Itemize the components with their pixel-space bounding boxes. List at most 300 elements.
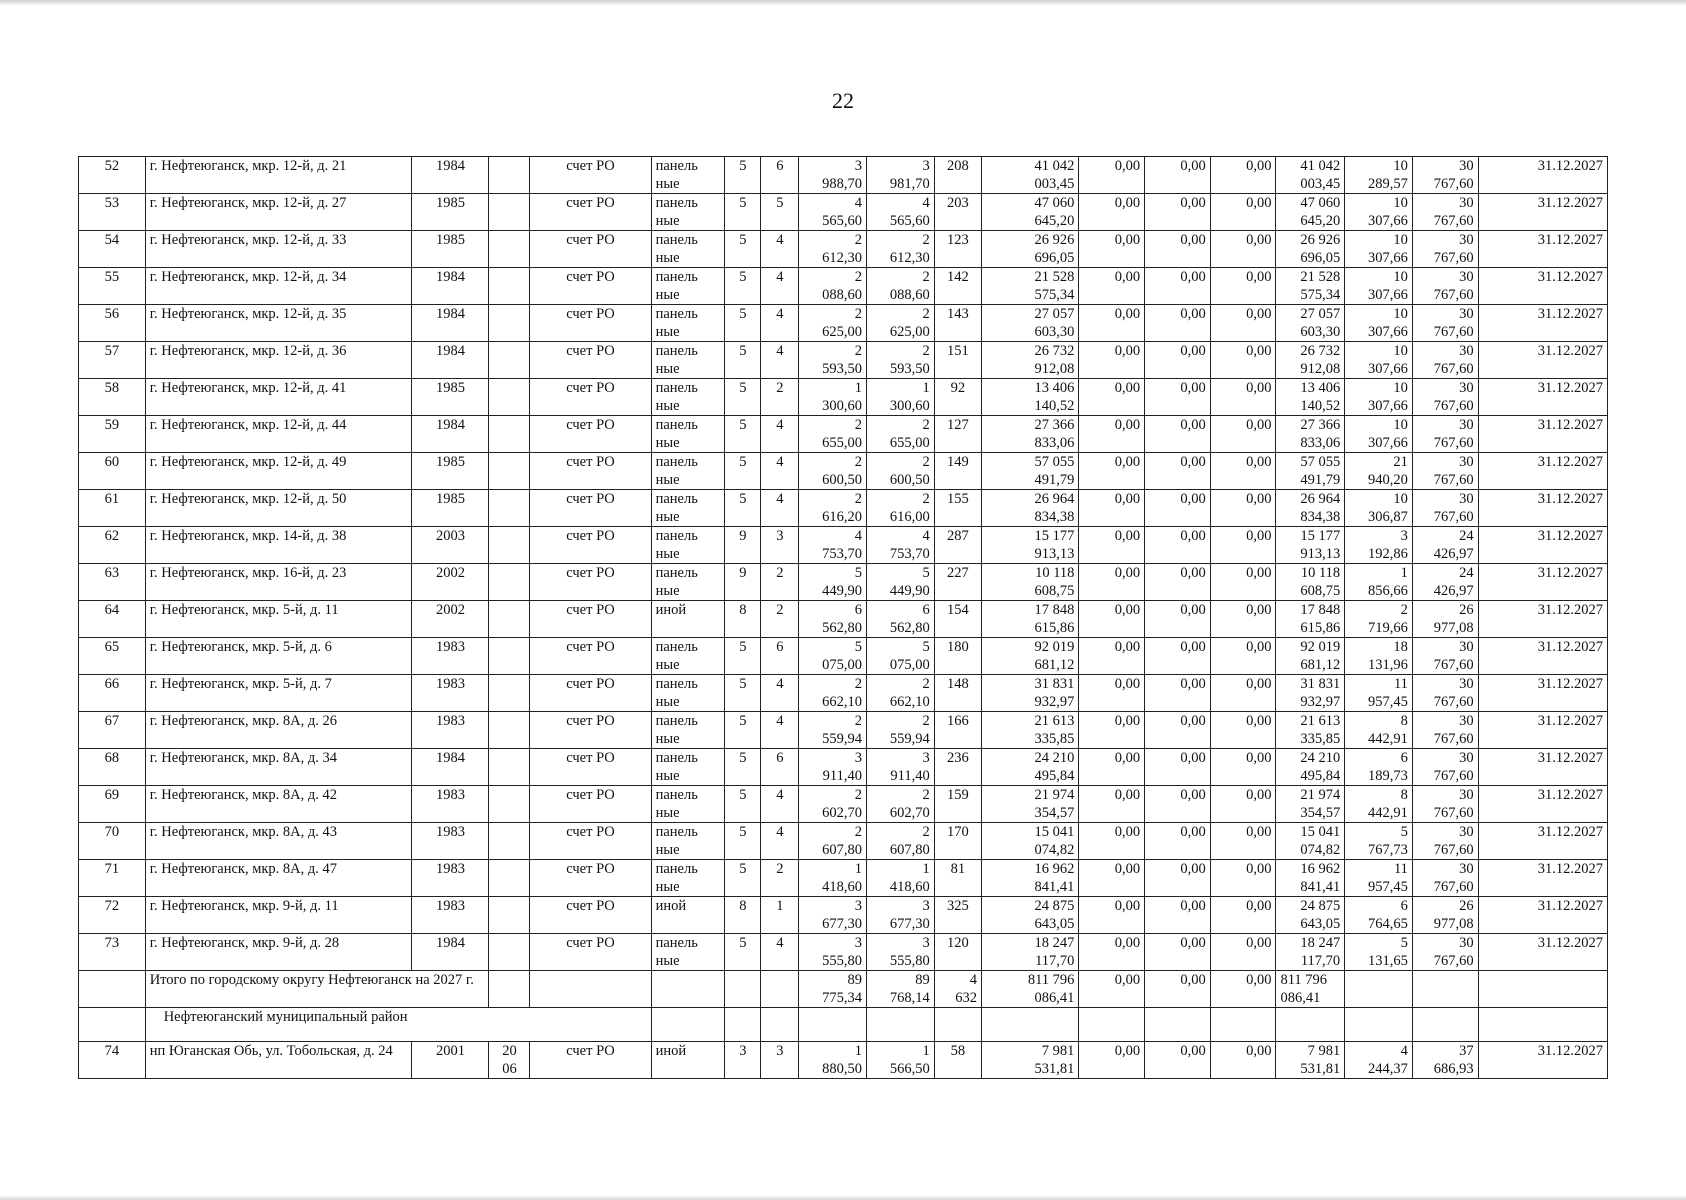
wall-material-cell <box>651 601 725 638</box>
cost-fund-a-cell: 0,00 <box>1079 823 1145 860</box>
cost-owners-cell-line-1: 24 875 <box>1300 898 1341 914</box>
unit-cost-cell-line-1: 4 <box>1400 1043 1408 1059</box>
cost-fund-a-cell: 0,00 <box>1079 379 1145 416</box>
cost-owners-cell-line-1: 10 118 <box>1300 565 1341 581</box>
area-living-cell <box>867 527 935 564</box>
cost-fund-c-cell: 0,00 <box>1210 194 1276 231</box>
wall-material-cell <box>651 379 725 416</box>
address-cell: г. Нефтеюганск, мкр. 12-й, д. 33 <box>145 231 412 268</box>
cost-owners-cell <box>1276 749 1345 786</box>
limit-cost-cell-line-1: 30 <box>1459 306 1474 322</box>
cost-fund-c-cell: 0,00 <box>1210 638 1276 675</box>
area-total-cell <box>799 527 867 564</box>
wall-material-line-1: панель <box>655 861 698 877</box>
year-renovation-cell <box>489 305 530 342</box>
section-empty-cell <box>1412 1008 1478 1042</box>
area-total-cell <box>799 897 867 934</box>
area-total-cell-line-2: 593,50 <box>822 361 863 377</box>
entrances-cell: 4 <box>761 934 799 971</box>
year-renovation-cell <box>489 231 530 268</box>
table-row <box>79 305 1608 342</box>
funding-method-cell: счет РО <box>530 194 651 231</box>
limit-cost-cell-line-2: 767,60 <box>1433 435 1474 451</box>
floors-cell: 5 <box>725 379 761 416</box>
unit-cost-cell <box>1345 379 1413 416</box>
area-living-cell-line-2: 625,00 <box>889 324 930 340</box>
wall-material-cell <box>651 897 725 934</box>
unit-cost-cell <box>1345 268 1413 305</box>
year-built-cell: 1985 <box>412 453 489 490</box>
area-total-cell <box>799 231 867 268</box>
cost-fund-b-cell: 0,00 <box>1145 860 1211 897</box>
cost-fund-a-cell: 0,00 <box>1079 786 1145 823</box>
cost-owners-cell-line-1: 15 177 <box>1300 528 1341 544</box>
wall-material-cell <box>651 416 725 453</box>
table-row <box>79 638 1608 675</box>
unit-cost-cell-line-2: 307,66 <box>1368 435 1408 451</box>
area-total-cell-line-1: 2 <box>854 454 863 470</box>
entrances-cell: 4 <box>761 712 799 749</box>
year-renovation-cell <box>489 194 530 231</box>
cost-fund-b-cell: 0,00 <box>1145 675 1211 712</box>
row-number-cell: 55 <box>79 268 146 305</box>
table-row <box>79 379 1608 416</box>
row-number-cell: 66 <box>79 675 146 712</box>
area-living-cell-line-1: 2 <box>922 787 930 803</box>
cost-total-cell-line-1: 26 926 <box>1034 232 1075 248</box>
year-built-cell: 1985 <box>412 490 489 527</box>
entrances-cell: 2 <box>761 564 799 601</box>
total-cost-total-cell <box>981 971 1078 1008</box>
area-living-cell-line-2: 566,50 <box>889 1061 930 1077</box>
section-empty-cell <box>1210 1008 1276 1042</box>
table-body <box>79 157 1608 1079</box>
unit-cost-cell <box>1345 934 1413 971</box>
cost-fund-b-cell: 0,00 <box>1145 453 1211 490</box>
wall-material-line-2: ные <box>655 842 680 858</box>
address-cell: г. Нефтеюганск, мкр. 12-й, д. 35 <box>145 305 412 342</box>
limit-cost-cell-line-1: 30 <box>1459 417 1474 433</box>
limit-cost-cell <box>1412 231 1478 268</box>
cost-owners-cell-line-2: 681,12 <box>1300 657 1341 673</box>
wall-material-line-1: панель <box>655 491 698 507</box>
total-cost-owners-cell-line-2: 086,41 <box>1280 990 1321 1006</box>
table-row <box>79 342 1608 379</box>
area-total-cell-line-2: 880,50 <box>822 1061 863 1077</box>
year-renovation-cell <box>489 712 530 749</box>
cost-total-cell-line-1: 26 732 <box>1034 343 1075 359</box>
limit-cost-cell <box>1412 786 1478 823</box>
cost-owners-cell-line-1: 7 981 <box>1307 1043 1341 1059</box>
year-renovation-cell <box>489 416 530 453</box>
year-renovation-cell <box>489 638 530 675</box>
area-total-cell-line-2: 662,10 <box>822 694 863 710</box>
year-built-cell: 1983 <box>412 823 489 860</box>
cost-total-cell-line-2: 932,97 <box>1034 694 1075 710</box>
cost-owners-cell-line-2: 912,08 <box>1300 361 1341 377</box>
cost-fund-a-cell: 0,00 <box>1079 490 1145 527</box>
limit-cost-cell <box>1412 157 1478 194</box>
floors-cell: 5 <box>725 194 761 231</box>
cost-total-cell <box>981 564 1078 601</box>
entrances-cell: 3 <box>761 1042 799 1079</box>
limit-cost-cell-line-2: 977,08 <box>1433 916 1474 932</box>
year-built-cell: 1985 <box>412 194 489 231</box>
cost-fund-a-cell: 0,00 <box>1079 342 1145 379</box>
deadline-cell: 31.12.2027 <box>1478 934 1607 971</box>
limit-cost-cell-line-2: 767,60 <box>1433 361 1474 377</box>
limit-cost-cell-line-2: 767,60 <box>1433 805 1474 821</box>
cost-fund-b-cell: 0,00 <box>1145 231 1211 268</box>
cost-fund-b-cell: 0,00 <box>1145 823 1211 860</box>
scan-edge-top <box>0 0 1686 6</box>
section-empty-cell <box>1478 1008 1607 1042</box>
unit-cost-cell-line-1: 5 <box>1400 824 1408 840</box>
address-cell: г. Нефтеюганск, мкр. 12-й, д. 21 <box>145 157 412 194</box>
floors-cell: 5 <box>725 675 761 712</box>
unit-cost-cell-line-2: 307,66 <box>1368 213 1408 229</box>
unit-cost-cell-line-2: 307,66 <box>1368 250 1408 266</box>
unit-cost-cell <box>1345 416 1413 453</box>
cost-owners-cell-line-1: 16 962 <box>1300 861 1341 877</box>
cost-total-cell-line-1: 27 057 <box>1034 306 1075 322</box>
cost-fund-b-cell: 0,00 <box>1145 897 1211 934</box>
area-total-cell <box>799 564 867 601</box>
unit-cost-cell <box>1345 342 1413 379</box>
unit-cost-cell-line-1: 10 <box>1393 232 1408 248</box>
area-living-cell <box>867 305 935 342</box>
area-living-cell <box>867 749 935 786</box>
area-living-cell <box>867 823 935 860</box>
area-total-cell-line-2: 600,50 <box>822 472 863 488</box>
year-renovation-cell <box>489 157 530 194</box>
limit-cost-cell <box>1412 268 1478 305</box>
row-number-cell: 54 <box>79 231 146 268</box>
cost-owners-cell-line-1: 26 926 <box>1300 232 1341 248</box>
cost-fund-a-cell: 0,00 <box>1079 601 1145 638</box>
area-total-cell-line-1: 2 <box>854 269 863 285</box>
row-number-cell: 71 <box>79 860 146 897</box>
cost-fund-a-cell: 0,00 <box>1079 453 1145 490</box>
unit-cost-cell-line-1: 6 <box>1400 750 1408 766</box>
row-number-cell: 64 <box>79 601 146 638</box>
limit-cost-cell-line-2: 767,60 <box>1433 657 1474 673</box>
cost-fund-a-cell: 0,00 <box>1079 416 1145 453</box>
area-total-cell-line-2: 911,40 <box>822 768 863 784</box>
area-total-cell-line-1: 2 <box>854 713 863 729</box>
cost-fund-c-cell: 0,00 <box>1210 712 1276 749</box>
wall-material-cell <box>651 231 725 268</box>
wall-material-line-2: ные <box>655 583 680 599</box>
table-row <box>79 194 1608 231</box>
wall-material-line-1: панель <box>655 417 698 433</box>
area-living-cell-line-1: 6 <box>922 602 930 618</box>
row-number-cell: 57 <box>79 342 146 379</box>
wall-material-line-1: панель <box>655 676 698 692</box>
unit-cost-cell <box>1345 490 1413 527</box>
limit-cost-cell-line-1: 30 <box>1459 195 1474 211</box>
cost-owners-cell <box>1276 527 1345 564</box>
unit-cost-cell <box>1345 601 1413 638</box>
section-empty-cell <box>1079 1008 1145 1042</box>
year-built-cell: 1983 <box>412 638 489 675</box>
cost-total-cell-line-2: 833,06 <box>1034 435 1075 451</box>
residents-cell: 227 <box>934 564 981 601</box>
year-built-cell: 1984 <box>412 416 489 453</box>
year-built-cell: 2002 <box>412 601 489 638</box>
section-empty-cell <box>1145 1008 1211 1042</box>
address-cell: г. Нефтеюганск, мкр. 9-й, д. 28 <box>145 934 412 971</box>
limit-cost-cell <box>1412 564 1478 601</box>
area-total-cell <box>799 712 867 749</box>
total-empty-cell <box>725 971 761 1008</box>
limit-cost-cell-line-1: 30 <box>1459 491 1474 507</box>
year-renovation-cell <box>489 897 530 934</box>
cost-owners-cell-line-2: 491,79 <box>1300 472 1341 488</box>
cost-owners-cell-line-2: 615,86 <box>1300 620 1341 636</box>
funding-method-cell: счет РО <box>530 601 651 638</box>
limit-cost-cell-line-1: 30 <box>1459 454 1474 470</box>
entrances-cell: 6 <box>761 157 799 194</box>
unit-cost-cell-line-1: 6 <box>1400 898 1408 914</box>
year-built-cell: 1985 <box>412 231 489 268</box>
limit-cost-cell <box>1412 934 1478 971</box>
unit-cost-cell-line-2: 131,65 <box>1368 953 1408 969</box>
limit-cost-cell-line-2: 767,60 <box>1433 842 1474 858</box>
deadline-cell: 31.12.2027 <box>1478 786 1607 823</box>
cost-total-cell-line-1: 26 964 <box>1034 491 1075 507</box>
unit-cost-cell <box>1345 453 1413 490</box>
wall-material-cell <box>651 157 725 194</box>
address-cell: г. Нефтеюганск, мкр. 12-й, д. 49 <box>145 453 412 490</box>
unit-cost-cell-line-2: 244,37 <box>1368 1061 1408 1077</box>
cost-total-cell-line-1: 15 177 <box>1034 528 1075 544</box>
residents-cell: 148 <box>934 675 981 712</box>
cost-owners-cell <box>1276 1042 1345 1079</box>
area-living-cell <box>867 860 935 897</box>
area-living-cell <box>867 268 935 305</box>
area-total-cell-line-2: 418,60 <box>822 879 863 895</box>
unit-cost-cell-line-2: 306,87 <box>1368 509 1408 525</box>
entrances-cell: 4 <box>761 675 799 712</box>
area-living-cell <box>867 379 935 416</box>
area-total-cell <box>799 305 867 342</box>
entrances-cell: 2 <box>761 379 799 416</box>
area-living-cell-line-2: 565,60 <box>889 213 930 229</box>
entrances-cell: 4 <box>761 231 799 268</box>
limit-cost-cell <box>1412 527 1478 564</box>
wall-material-cell <box>651 194 725 231</box>
cost-owners-cell-line-1: 27 057 <box>1300 306 1341 322</box>
area-living-cell-line-2: 911,40 <box>890 768 930 784</box>
funding-method-cell: счет РО <box>530 342 651 379</box>
year-renovation-cell <box>489 823 530 860</box>
cost-owners-cell-line-2: 645,20 <box>1300 213 1341 229</box>
year-built-cell: 1984 <box>412 934 489 971</box>
cost-fund-b-cell: 0,00 <box>1145 1042 1211 1079</box>
table-row <box>79 749 1608 786</box>
limit-cost-cell-line-2: 767,60 <box>1433 879 1474 895</box>
wall-material-line-2: ные <box>655 435 680 451</box>
cost-fund-b-cell: 0,00 <box>1145 712 1211 749</box>
year-renovation-cell <box>489 379 530 416</box>
cost-owners-cell-line-2: 932,97 <box>1300 694 1341 710</box>
cost-total-cell-line-1: 27 366 <box>1034 417 1075 433</box>
cost-fund-c-cell: 0,00 <box>1210 860 1276 897</box>
limit-cost-cell <box>1412 712 1478 749</box>
residents-cell: 208 <box>934 157 981 194</box>
funding-method-cell: счет РО <box>530 860 651 897</box>
cost-total-cell-line-2: 117,70 <box>1035 953 1075 969</box>
cost-total-cell-line-1: 7 981 <box>1041 1043 1075 1059</box>
cost-total-cell-line-1: 47 060 <box>1034 195 1075 211</box>
area-total-cell-line-1: 3 <box>854 935 863 951</box>
unit-cost-cell-line-1: 1 <box>1400 565 1408 581</box>
limit-cost-cell <box>1412 305 1478 342</box>
limit-cost-cell <box>1412 453 1478 490</box>
wall-material-line-1: панель <box>655 380 698 396</box>
cost-total-cell-line-1: 21 528 <box>1034 269 1075 285</box>
wall-material-line-2: ные <box>655 805 680 821</box>
entrances-cell: 2 <box>761 601 799 638</box>
table-row <box>79 1042 1608 1079</box>
residents-cell: 325 <box>934 897 981 934</box>
row-number-cell: 73 <box>79 934 146 971</box>
residents-cell: 58 <box>934 1042 981 1079</box>
residents-cell: 92 <box>934 379 981 416</box>
total-empty-cell <box>1345 971 1413 1008</box>
area-total-cell <box>799 823 867 860</box>
deadline-cell: 31.12.2027 <box>1478 305 1607 342</box>
year-renovation-cell <box>489 527 530 564</box>
cost-total-cell-line-2: 615,86 <box>1034 620 1075 636</box>
year-renovation-cell <box>489 453 530 490</box>
limit-cost-cell-line-1: 30 <box>1459 158 1474 174</box>
unit-cost-cell <box>1345 712 1413 749</box>
cost-total-cell <box>981 749 1078 786</box>
deadline-cell: 31.12.2027 <box>1478 749 1607 786</box>
cost-owners-cell-line-2: 834,38 <box>1300 509 1341 525</box>
funding-method-cell: счет РО <box>530 675 651 712</box>
residents-cell: 127 <box>934 416 981 453</box>
total-empty-cell <box>761 971 799 1008</box>
funding-method-cell: счет РО <box>530 934 651 971</box>
area-living-cell <box>867 786 935 823</box>
total-cost-owners-cell <box>1276 971 1345 1008</box>
cost-total-cell-line-1: 18 247 <box>1034 935 1075 951</box>
cost-owners-cell <box>1276 305 1345 342</box>
unit-cost-cell-line-2: 307,66 <box>1368 398 1408 414</box>
entrances-cell: 4 <box>761 453 799 490</box>
cost-total-cell-line-2: 608,75 <box>1034 583 1075 599</box>
floors-cell: 5 <box>725 268 761 305</box>
cost-owners-cell-line-2: 575,34 <box>1300 287 1341 303</box>
address-cell: г. Нефтеюганск, мкр. 12-й, д. 44 <box>145 416 412 453</box>
cost-fund-c-cell: 0,00 <box>1210 601 1276 638</box>
section-empty-cell <box>761 1008 799 1042</box>
limit-cost-cell-line-1: 30 <box>1459 676 1474 692</box>
cost-fund-c-cell: 0,00 <box>1210 490 1276 527</box>
limit-cost-cell <box>1412 490 1478 527</box>
cost-total-cell-line-2: 841,41 <box>1034 879 1075 895</box>
floors-cell: 5 <box>725 934 761 971</box>
cost-fund-b-cell: 0,00 <box>1145 638 1211 675</box>
cost-owners-cell-line-1: 26 964 <box>1300 491 1341 507</box>
limit-cost-cell <box>1412 416 1478 453</box>
funding-method-cell: счет РО <box>530 268 651 305</box>
unit-cost-cell-line-2: 442,91 <box>1368 731 1408 747</box>
cost-owners-cell <box>1276 860 1345 897</box>
unit-cost-cell-line-1: 2 <box>1400 602 1408 618</box>
unit-cost-cell-line-1: 10 <box>1393 343 1408 359</box>
row-number-cell: 59 <box>79 416 146 453</box>
cost-owners-cell <box>1276 675 1345 712</box>
wall-material-line-1: иной <box>655 1043 687 1059</box>
limit-cost-cell-line-2: 767,60 <box>1433 768 1474 784</box>
cost-total-cell <box>981 712 1078 749</box>
floors-cell: 9 <box>725 527 761 564</box>
wall-material-line-2: ные <box>655 176 680 192</box>
section-row <box>79 1008 1608 1042</box>
unit-cost-cell-line-1: 11 <box>1393 861 1408 877</box>
area-living-cell-line-1: 2 <box>922 417 930 433</box>
area-living-cell-line-2: 753,70 <box>889 546 930 562</box>
unit-cost-cell-line-2: 131,96 <box>1368 657 1408 673</box>
cost-owners-cell-line-1: 18 247 <box>1300 935 1341 951</box>
cost-fund-c-cell: 0,00 <box>1210 268 1276 305</box>
area-total-cell <box>799 342 867 379</box>
cost-fund-c-cell: 0,00 <box>1210 675 1276 712</box>
wall-material-cell <box>651 305 725 342</box>
wall-material-line-2: ные <box>655 768 680 784</box>
cost-owners-cell-line-2: 608,75 <box>1300 583 1341 599</box>
residents-cell: 154 <box>934 601 981 638</box>
address-cell: г. Нефтеюганск, мкр. 8А, д. 26 <box>145 712 412 749</box>
funding-method-cell: счет РО <box>530 527 651 564</box>
cost-fund-a-cell: 0,00 <box>1079 527 1145 564</box>
area-total-cell-line-2: 677,30 <box>822 916 863 932</box>
wall-material-line-2: ные <box>655 546 680 562</box>
table-row <box>79 157 1608 194</box>
cost-owners-cell <box>1276 453 1345 490</box>
area-total-cell <box>799 601 867 638</box>
residents-cell: 123 <box>934 231 981 268</box>
limit-cost-cell-line-1: 30 <box>1459 639 1474 655</box>
limit-cost-cell-line-2: 767,60 <box>1433 398 1474 414</box>
limit-cost-cell-line-2: 767,60 <box>1433 472 1474 488</box>
cost-fund-c-cell: 0,00 <box>1210 305 1276 342</box>
row-number-cell: 58 <box>79 379 146 416</box>
area-living-cell-line-2: 612,30 <box>889 250 930 266</box>
limit-cost-cell-line-2: 767,60 <box>1433 509 1474 525</box>
area-living-cell <box>867 157 935 194</box>
wall-material-cell <box>651 712 725 749</box>
limit-cost-cell-line-2: 767,60 <box>1433 213 1474 229</box>
cost-fund-c-cell: 0,00 <box>1210 934 1276 971</box>
cost-total-cell-line-1: 92 019 <box>1034 639 1075 655</box>
cost-total-cell <box>981 527 1078 564</box>
limit-cost-cell-line-1: 30 <box>1459 824 1474 840</box>
cost-owners-cell-line-2: 074,82 <box>1300 842 1341 858</box>
deadline-cell: 31.12.2027 <box>1478 860 1607 897</box>
wall-material-cell <box>651 786 725 823</box>
total-cost-c-cell: 0,00 <box>1210 971 1276 1008</box>
address-cell: г. Нефтеюганск, мкр. 5-й, д. 11 <box>145 601 412 638</box>
area-living-cell-line-2: 555,80 <box>889 953 930 969</box>
area-living-cell-line-1: 1 <box>922 1043 930 1059</box>
area-living-cell-line-1: 2 <box>922 491 930 507</box>
area-total-cell-line-1: 4 <box>854 528 863 544</box>
